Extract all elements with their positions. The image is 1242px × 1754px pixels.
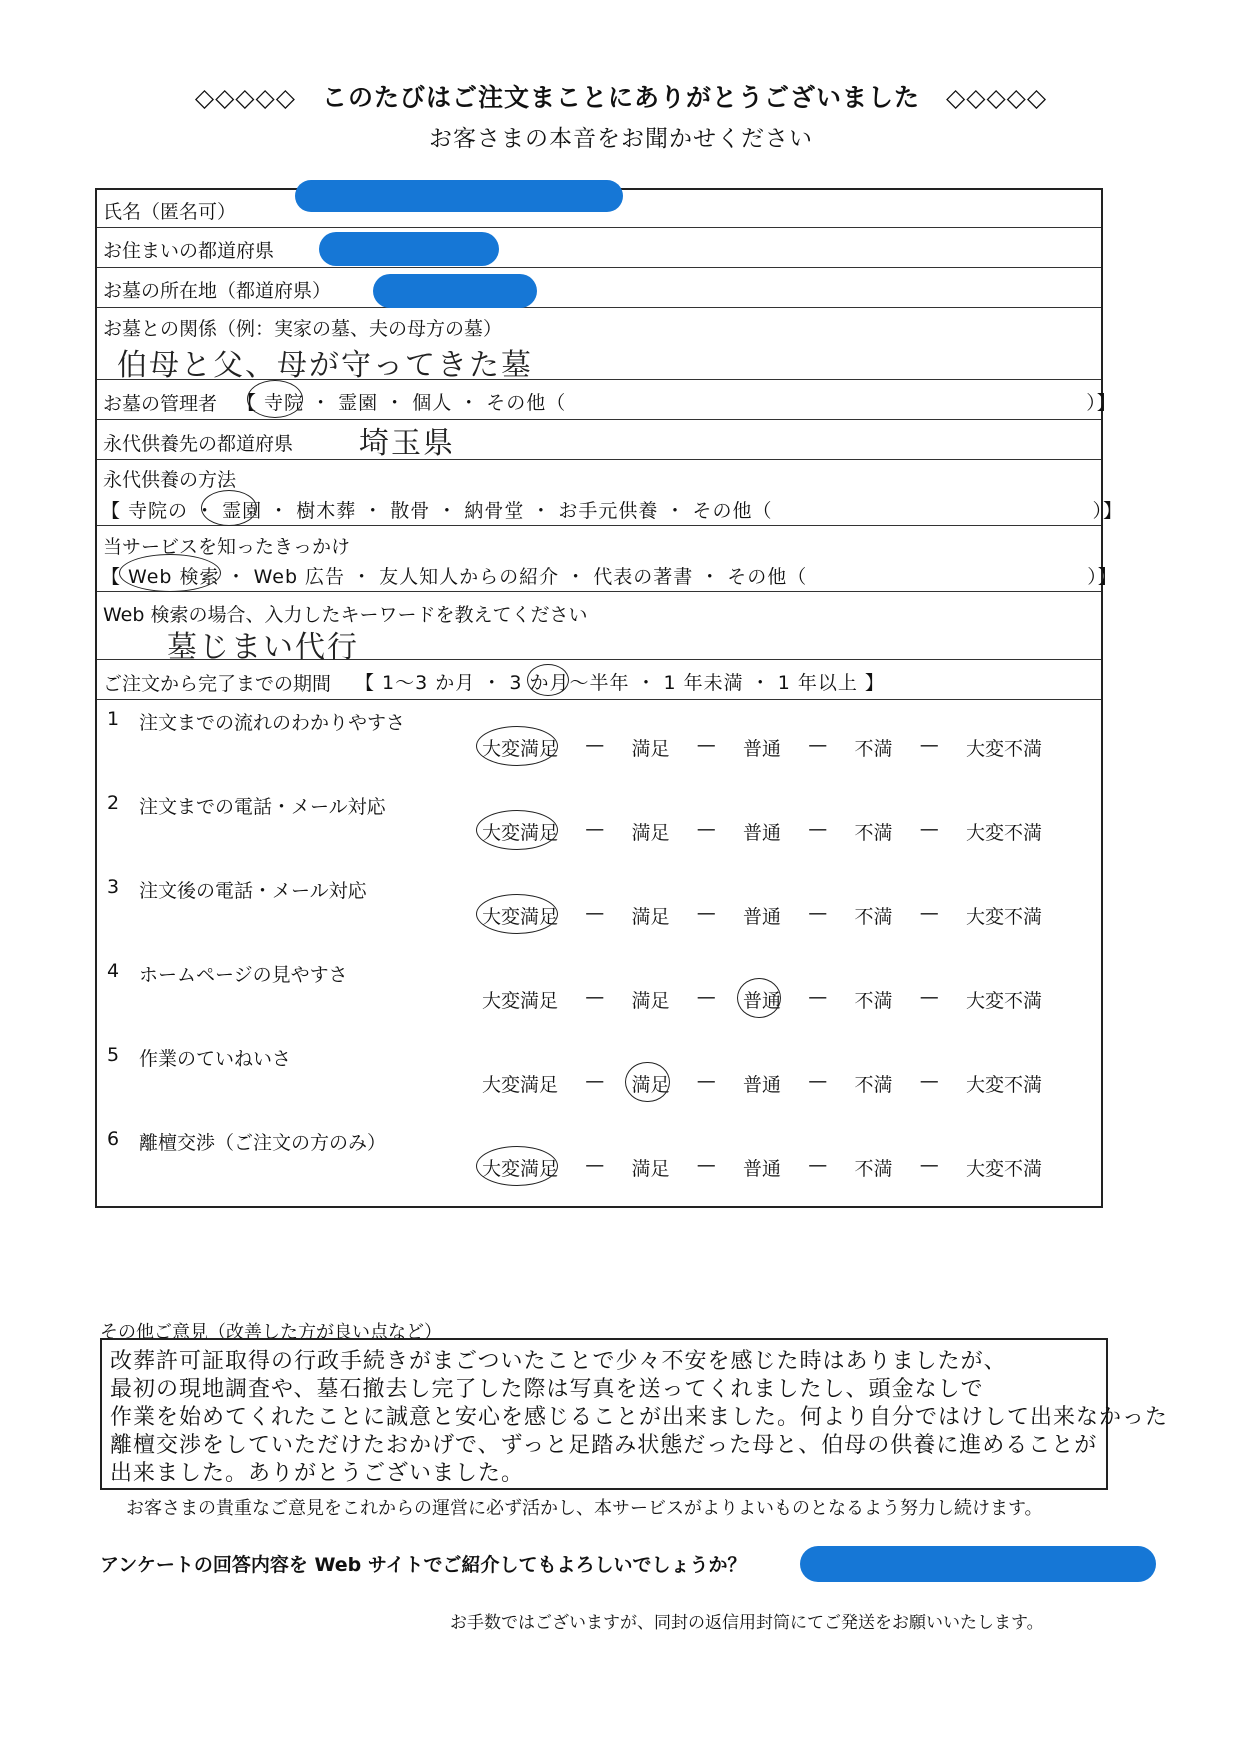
comment-label: その他ご意見（改善した方が良い点など） <box>100 1322 442 1343</box>
scale-option: 満足 <box>631 990 670 1012</box>
question-number: 5 <box>107 1044 120 1066</box>
scale-separator: — <box>585 1070 605 1092</box>
keyword-handwritten: 墓じまい代行 <box>167 630 359 665</box>
scale-separator: — <box>696 818 716 840</box>
manager-label: お墓の管理者 <box>103 393 218 415</box>
scale-option: 普通 <box>742 822 781 844</box>
scale-option-text: 大変満足 <box>482 906 559 928</box>
comment-box <box>100 1338 1169 1490</box>
scale-option <box>631 1070 669 1097</box>
comment-line: 作業を始めてくれたことに誠意と安心を感じることが出来ました。何より自分ではけして出来なかった <box>110 1405 1169 1430</box>
scale-separator: — <box>919 1154 939 1176</box>
scale-option <box>482 818 558 845</box>
scale-separator: — <box>808 818 828 840</box>
trigger-row <box>97 526 1118 592</box>
trigger-answer-circle <box>119 554 221 592</box>
keyword-row <box>97 592 1101 665</box>
scale-option: 不満 <box>854 738 893 760</box>
manager-row <box>97 380 1117 420</box>
scale-option: 満足 <box>631 906 670 928</box>
scale-separator: — <box>808 1154 828 1176</box>
scale-option-text: 満足 <box>631 1074 670 1096</box>
footer-note: お手数ではございますが、同封の返信用封筒にてご発送をお願いいたします。 <box>450 1613 1044 1633</box>
rating-answer-circle <box>476 1146 558 1186</box>
rating-scale <box>482 986 1042 1013</box>
scale-option: 普通 <box>742 1074 781 1096</box>
form-subtitle: お客さまの本音をお聞かせください <box>429 126 813 152</box>
consent-answer-redaction <box>800 1546 1156 1582</box>
scale-separator: — <box>696 734 716 756</box>
scale-option: 大変不満 <box>965 990 1042 1012</box>
question-number: 2 <box>107 792 120 814</box>
relation-row <box>97 308 1101 383</box>
scale-separator: — <box>919 902 939 924</box>
eternal-pref-label: 永代供養先の都道府県 <box>103 433 294 455</box>
scale-separator: — <box>696 986 716 1008</box>
period-options: 【 1〜3 か月 ・ 3 か月〜半年 ・ 1 年未満 ・ 1 年以上 】 <box>355 672 885 694</box>
eternal-method-answer-circle <box>201 490 257 526</box>
scale-separator: — <box>696 1154 716 1176</box>
trigger-options: 【 Web 検索 ・ Web 広告 ・ 友人知人からの紹介 ・ 代表の著書 ・ その他（ ）】 <box>101 566 1118 588</box>
prefecture-row <box>97 228 1101 268</box>
relation-label: お墓との関係（例：実家の墓、夫の母方の墓） <box>103 318 503 340</box>
scale-separator: — <box>808 1070 828 1092</box>
scale-option: 大変不満 <box>965 822 1042 844</box>
rating-answer-circle <box>737 978 781 1018</box>
scale-separator: — <box>919 1070 939 1092</box>
question-text: 注文までの電話・メール対応 <box>139 796 386 818</box>
rating-answer-circle <box>625 1062 669 1102</box>
scale-option-text: 大変満足 <box>482 738 559 760</box>
scale-option: 不満 <box>854 1158 893 1180</box>
scale-option: 大変不満 <box>965 738 1042 760</box>
prefecture-redaction <box>319 232 499 266</box>
scale-separator: — <box>585 734 605 756</box>
question-number: 4 <box>107 960 120 982</box>
grave-location-redaction <box>373 274 537 308</box>
rating-answer-circle <box>476 894 558 934</box>
comment-line: 最初の現地調査や、墓石撤去し完了した際は写真を送ってくれましたし、頭金なしで <box>110 1377 984 1402</box>
question-number: 6 <box>107 1128 120 1150</box>
eternal-pref-row <box>97 420 1101 460</box>
scale-option: 普通 <box>742 906 781 928</box>
scale-separator: — <box>696 902 716 924</box>
rating-section <box>97 700 1101 1206</box>
scale-option: 不満 <box>854 906 893 928</box>
scale-option: 不満 <box>854 822 893 844</box>
rating-scale <box>482 1070 1042 1097</box>
rating-scale <box>482 902 1042 929</box>
name-row <box>97 190 1101 228</box>
prefecture-label: お住まいの都道府県 <box>103 240 275 262</box>
rating-scale <box>482 734 1042 761</box>
question-text: 離檀交渉（ご注文の方のみ） <box>139 1132 387 1154</box>
rating-scale <box>482 818 1042 845</box>
scale-option: 大変満足 <box>482 990 559 1012</box>
scale-option <box>482 1154 558 1181</box>
question-number: 1 <box>107 708 120 730</box>
scale-option: 大変満足 <box>482 1074 559 1096</box>
scale-option <box>482 734 558 761</box>
eternal-method-row <box>97 460 1124 526</box>
scale-separator: — <box>585 1154 605 1176</box>
scale-separator: — <box>585 986 605 1008</box>
scale-separator: — <box>585 818 605 840</box>
scale-option-text: 大変満足 <box>482 1158 559 1180</box>
eternal-pref-handwritten: 埼玉県 <box>359 426 455 461</box>
consent-question: アンケートの回答内容を Web サイトでご紹介してもよろしいでしょうか？ <box>100 1554 747 1576</box>
scale-option: 大変不満 <box>965 1158 1042 1180</box>
relation-handwritten: 伯母と父、母が守ってきた墓 <box>117 348 533 383</box>
question-text: ホームページの見やすさ <box>139 964 348 986</box>
scale-option: 普通 <box>742 1158 781 1180</box>
scale-separator: — <box>696 1070 716 1092</box>
manager-answer-circle <box>247 380 303 418</box>
rating-scale <box>482 1154 1042 1181</box>
scale-separator: — <box>585 902 605 924</box>
scale-option: 不満 <box>854 990 893 1012</box>
scale-separator: — <box>919 986 939 1008</box>
scale-option <box>743 986 781 1013</box>
scale-option-text: 大変満足 <box>482 822 559 844</box>
question-number: 3 <box>107 876 120 898</box>
name-label: 氏名（匿名可） <box>103 201 237 223</box>
scale-option: 不満 <box>854 1074 893 1096</box>
manager-options: 【 寺院 ・ 霊園 ・ 個人 ・ その他（ ）】 <box>237 392 1117 414</box>
comment-line: 離檀交渉をしていただけたおかげで、ずっと足踏み状態だった母と、伯母の供養に進めることが <box>110 1433 1098 1458</box>
grave-location-label: お墓の所在地（都道府県） <box>103 280 332 302</box>
period-label: ご注文から完了までの期間 <box>103 673 332 695</box>
scale-option-text: 普通 <box>742 990 781 1012</box>
question-text: 注文後の電話・メール対応 <box>139 880 367 902</box>
name-redaction <box>295 180 623 212</box>
scale-separator: — <box>919 734 939 756</box>
scale-option <box>482 902 558 929</box>
scale-option: 大変不満 <box>965 906 1042 928</box>
scale-option: 満足 <box>631 1158 670 1180</box>
scale-separator: — <box>808 734 828 756</box>
eternal-method-label: 永代供養の方法 <box>103 469 237 491</box>
scale-option: 普通 <box>742 738 781 760</box>
scale-separator: — <box>808 902 828 924</box>
question-text: 作業のていねいさ <box>139 1048 292 1070</box>
eternal-method-options: 【 寺院の ・ 霊園 ・ 樹木葬 ・ 散骨 ・ 納骨堂 ・ お手元供養 ・ その他（ ）】 <box>101 500 1124 522</box>
rating-answer-circle <box>476 726 558 766</box>
trigger-label: 当サービスを知ったきっかけ <box>103 536 351 558</box>
comment-line: 改葬許可証取得の行政手続きがまごついたことで少々不安を感じた時はありましたが、 <box>110 1349 1007 1374</box>
scale-option: 大変不満 <box>965 1074 1042 1096</box>
period-row <box>97 660 1101 700</box>
form-title: ◇◇◇◇◇ このたびはご注文まことにありがとうございました ◇◇◇◇◇ <box>194 83 1048 112</box>
scale-option: 満足 <box>631 822 670 844</box>
survey-form <box>95 188 1124 1208</box>
keyword-label: Web 検索の場合、入力したキーワードを教えてください <box>103 604 588 626</box>
scale-option: 満足 <box>631 738 670 760</box>
rating-answer-circle <box>476 810 558 850</box>
grave-location-row <box>97 268 1101 308</box>
question-text: 注文までの流れのわかりやすさ <box>139 712 406 734</box>
period-answer-circle <box>527 664 569 696</box>
scale-separator: — <box>919 818 939 840</box>
thanks-note: お客さまの貴重なご意見をこれからの運営に必ず活かし、本サービスがよりよいものとなるよう努力し続けます。 <box>126 1498 1043 1519</box>
scale-separator: — <box>808 986 828 1008</box>
comment-line: 出来ました。ありがとうございました。 <box>110 1461 525 1486</box>
